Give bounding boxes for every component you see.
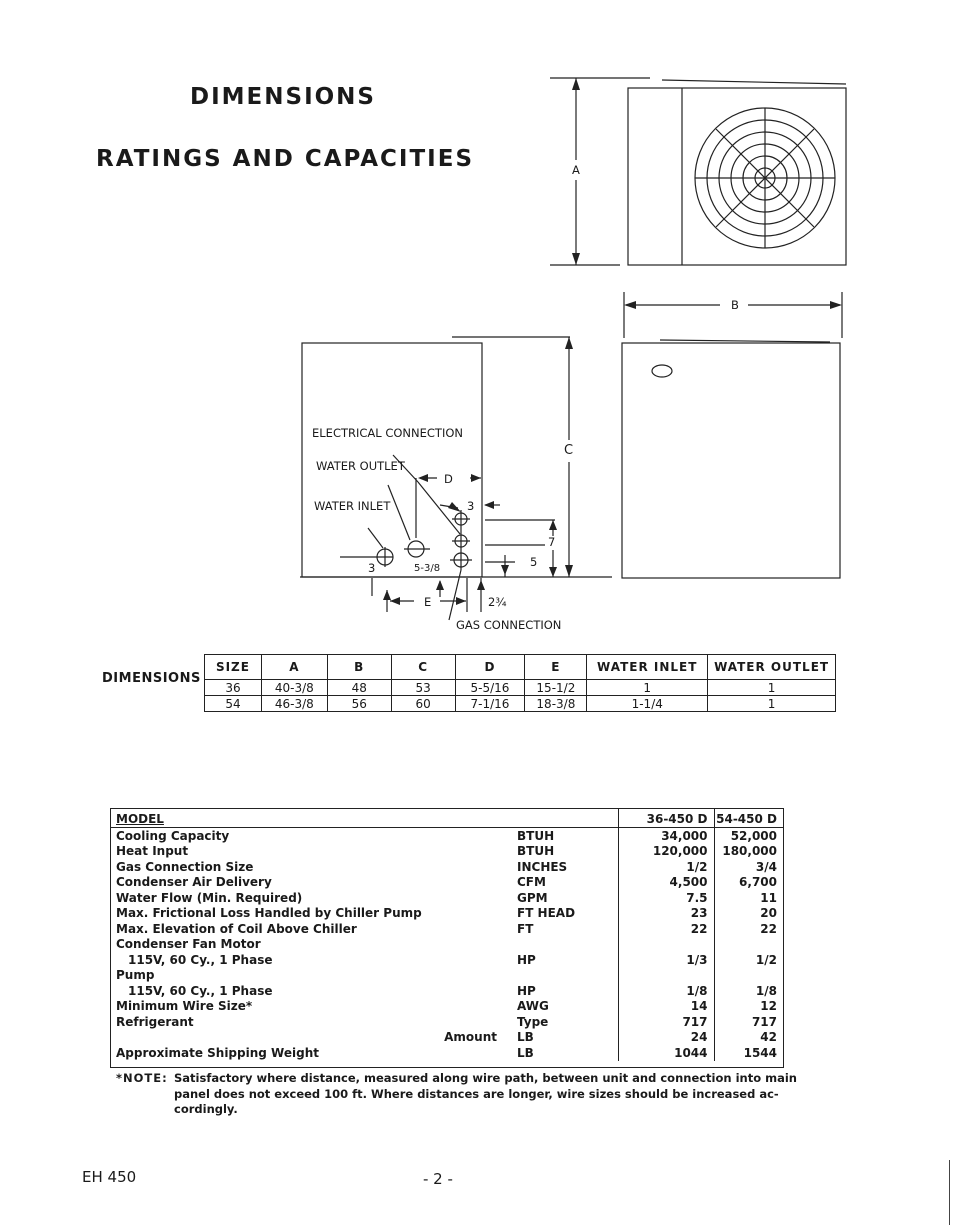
table-header-row (111, 809, 783, 828)
spec-value: 34,000 (618, 828, 714, 844)
label-dim-3-bottom: 3 (368, 561, 376, 575)
spec-label: Condenser Air Delivery (116, 875, 272, 889)
table-cell: 1 (708, 680, 836, 696)
note-line-1: Satisfactory where distance, measured along wire path, between unit and connection into main (174, 1071, 797, 1085)
spec-value: 1544 (714, 1045, 783, 1061)
table-row (111, 952, 783, 968)
table-cell: 46-3/8 (261, 696, 327, 712)
label-dimension-e: E (424, 595, 432, 609)
column-header: D (455, 655, 525, 680)
label-dim-5-3-8: 5-3/8 (414, 563, 441, 574)
spec-value: 20 (714, 906, 783, 922)
column-header: WATER OUTLET (708, 655, 836, 680)
label-dimension-a: A (572, 163, 580, 177)
label-dimension-d: D (444, 472, 453, 486)
table-row (111, 1030, 783, 1046)
table-cell: 40-3/8 (261, 680, 327, 696)
column-header: A (261, 655, 327, 680)
table-header-row (205, 655, 836, 680)
table-row (111, 983, 783, 999)
spec-value: 12 (714, 999, 783, 1015)
spec-value: 7.5 (618, 890, 714, 906)
spec-value: 717 (714, 1014, 783, 1030)
table-row (111, 890, 783, 906)
spec-unit: LB (517, 1045, 534, 1060)
spec-value: 4,500 (618, 875, 714, 891)
label-electrical-connection: ELECTRICAL CONNECTION (312, 426, 463, 440)
spec-label: Refrigerant (116, 1014, 194, 1029)
table-cell: 54 (205, 696, 262, 712)
spec-unit: LB (517, 1030, 534, 1044)
table-cell: 36 (205, 680, 262, 696)
spec-value (714, 937, 783, 953)
model-header: 54-450 D (714, 809, 783, 828)
spec-value (618, 968, 714, 984)
spec-unit: HP (517, 983, 536, 998)
spec-value: 52,000 (714, 828, 783, 844)
spec-unit: CFM (517, 875, 546, 889)
table-cell: 53 (391, 680, 455, 696)
table-row (111, 1045, 783, 1061)
label-gas-connection: GAS CONNECTION (456, 618, 562, 632)
model-header: 36-450 D (618, 809, 714, 828)
spec-label: Max. Frictional Loss Handled by Chiller Pump (116, 906, 422, 920)
spec-value: 1/8 (714, 983, 783, 999)
label-dimension-b: B (731, 298, 739, 312)
label-dim-5: 5 (530, 555, 538, 569)
dimensions-table (204, 654, 836, 712)
table-row (111, 859, 783, 875)
table-cell: 60 (391, 696, 455, 712)
table-row (111, 875, 783, 891)
spec-value: 1/8 (618, 983, 714, 999)
column-header: E (525, 655, 587, 680)
table-row (111, 937, 783, 953)
model-label: MODEL (116, 812, 164, 826)
spec-value: 120,000 (618, 844, 714, 860)
column-header: C (391, 655, 455, 680)
spec-value: 11 (714, 890, 783, 906)
table-row (111, 999, 783, 1015)
table-row (111, 968, 783, 984)
spec-label: Amount (444, 1030, 497, 1044)
note-line-3: cordingly. (174, 1102, 238, 1116)
table-cell: 7-1/16 (455, 696, 525, 712)
spec-value: 22 (618, 921, 714, 937)
label-dim-2-3-4: 2¾ (488, 595, 507, 609)
label-water-outlet: WATER OUTLET (316, 459, 405, 473)
note-prefix: *NOTE: (116, 1071, 168, 1085)
spec-value: 42 (714, 1030, 783, 1046)
spec-label: Pump (116, 968, 155, 982)
spec-value: 14 (618, 999, 714, 1015)
spec-label: 115V, 60 Cy., 1 Phase (128, 952, 273, 967)
spec-unit: FT HEAD (517, 906, 576, 920)
scan-edge-mark (949, 1160, 950, 1225)
spec-value: 23 (618, 906, 714, 922)
table-cell: 18-3/8 (525, 696, 587, 712)
table-row (205, 680, 836, 696)
label-dim-7: 7 (548, 535, 556, 549)
spec-label: Approximate Shipping Weight (116, 1045, 319, 1060)
table-cell: 56 (327, 696, 391, 712)
table-row (111, 921, 783, 937)
spec-label: Water Flow (Min. Required) (116, 890, 303, 905)
dimensions-table-label: DIMENSIONS (102, 671, 201, 686)
spec-value: 3/4 (714, 859, 783, 875)
ratings-table (110, 808, 784, 1068)
page-number: - 2 - (423, 1170, 453, 1188)
table-cell: 1 (587, 680, 708, 696)
table-row (111, 906, 783, 922)
spec-value: 1/2 (714, 952, 783, 968)
spec-label: Max. Elevation of Coil Above Chiller (116, 921, 357, 936)
spec-label: Gas Connection Size (116, 859, 254, 874)
spec-value: 22 (714, 921, 783, 937)
spec-label: Heat Input (116, 844, 189, 858)
table-row (205, 696, 836, 712)
heading-ratings-and-capacities: RATINGS AND CAPACITIES (96, 146, 475, 172)
spec-unit: HP (517, 952, 536, 967)
spec-unit: INCHES (517, 859, 568, 874)
document-id: EH 450 (82, 1168, 137, 1186)
table-row (111, 828, 783, 844)
column-header: SIZE (205, 655, 262, 680)
spec-unit (511, 968, 618, 984)
spec-label: Cooling Capacity (116, 828, 230, 843)
spec-value: 180,000 (714, 844, 783, 860)
spec-value (618, 937, 714, 953)
spec-unit: AWG (517, 999, 549, 1013)
spec-label: 115V, 60 Cy., 1 Phase (128, 983, 273, 998)
table-cell: 48 (327, 680, 391, 696)
label-dim-3-top: 3 (467, 499, 475, 513)
column-header: WATER INLET (587, 655, 708, 680)
spec-value: 1044 (618, 1045, 714, 1061)
table-cell: 5-5/16 (455, 680, 525, 696)
table-cell: 1 (708, 696, 836, 712)
spec-unit: GPM (517, 890, 548, 905)
heading-dimensions: DIMENSIONS (190, 84, 376, 110)
spec-unit: Type (517, 1014, 549, 1029)
spec-value (714, 968, 783, 984)
spec-value: 717 (618, 1014, 714, 1030)
spec-unit: BTUH (517, 844, 555, 858)
table-row (111, 844, 783, 860)
spec-value: 24 (618, 1030, 714, 1046)
spec-unit: BTUH (517, 828, 555, 843)
spec-value: 1/2 (618, 859, 714, 875)
spec-label: Minimum Wire Size* (116, 999, 253, 1013)
label-water-inlet: WATER INLET (314, 499, 391, 513)
table-cell (511, 809, 618, 828)
table-cell: 1-1/4 (587, 696, 708, 712)
note-line-2: panel does not exceed 100 ft. Where distances are longer, wire sizes should be increased ac- (174, 1087, 779, 1101)
spec-label: Condenser Fan Motor (116, 937, 261, 951)
spec-value: 6,700 (714, 875, 783, 891)
label-dimension-c: C (564, 443, 574, 458)
spec-unit: FT (517, 921, 534, 936)
spec-unit (511, 937, 618, 953)
table-row (111, 1014, 783, 1030)
column-header: B (327, 655, 391, 680)
table-cell: 15-1/2 (525, 680, 587, 696)
spec-value: 1/3 (618, 952, 714, 968)
